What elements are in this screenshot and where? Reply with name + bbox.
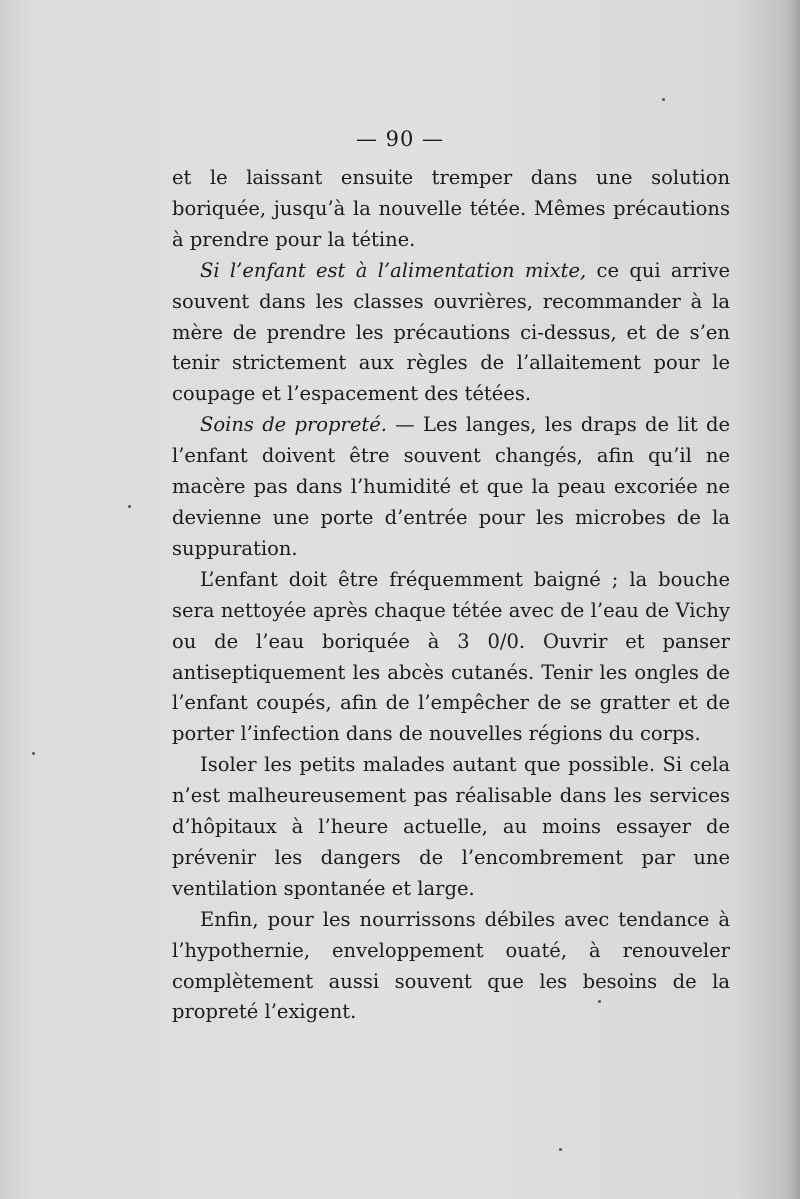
body-text [172,163,730,1028]
paragraph-6 [172,905,730,1029]
paragraph-1 [172,163,730,256]
page-number: — 90 — [355,127,445,151]
paragraph-3-text: — Les langes, les draps de lit de l’enfant doivent être souvent changés, afin qu’il ne macère pas dans l’humidité et que la peau excoriée ne devienne une porte d’entrée pour les microbes de la suppuration. [172,413,730,560]
paragraph-2-text: ce qui arrive souvent dans les classes ouvrières, recommander à la mère de prendre les précautions ci-dessus, et de s’en tenir strictement aux règles de l’allaitement pour le coupage et l’espacement des tétées. [172,258,730,406]
paper-speck [598,1000,601,1003]
paragraph-3-italic: Soins de propreté. [200,413,387,437]
paragraph-5-text: Isoler les petits malades autant que possible. Si cela n’est malheureusement pas réalisable dans les services d’hôpitaux à l’heure actuelle, au moins essayer de prévenir les dangers de l’encombrement par une ventilation spontanée et large. [172,753,730,900]
paragraph-1-text: et le laissant ensuite tremper dans une solution boriquée, jusqu’à la nouvelle tétée. Mêmes précautions à prendre pour la tétine. [172,166,730,251]
paper-speck [32,752,35,755]
paper-speck [559,1148,562,1151]
paper-speck [662,98,665,101]
paper-speck [128,505,131,508]
paragraph-5 [172,750,730,905]
page-edge-shadow [786,0,800,1199]
paragraph-4 [172,565,730,750]
paragraph-2-italic: Si l’enfant est à l’alimentation mixte, [200,258,587,282]
paragraph-6-text: Enfin, pour les nourrissons débiles avec tendance à l’hypothernie, enveloppement ouaté, à renouveler complètement aussi souvent que les besoins de la propreté l’exigent. [172,907,730,1024]
paragraph-2 [172,256,730,411]
paragraph-3 [172,410,730,565]
paragraph-4-text: L’enfant doit être fréquemment baigné ; la bouche sera nettoyée après chaque tétée avec de l’eau de Vichy ou de l’eau boriquée à 3 0/0. Ouvrir et panser antiseptiquement les abcès cutanés. Tenir les ongles de l’enfant coupés, afin de l’empêcher de se gratter et de porter l’infection dans de nouvelles régions du corps. [172,567,730,746]
